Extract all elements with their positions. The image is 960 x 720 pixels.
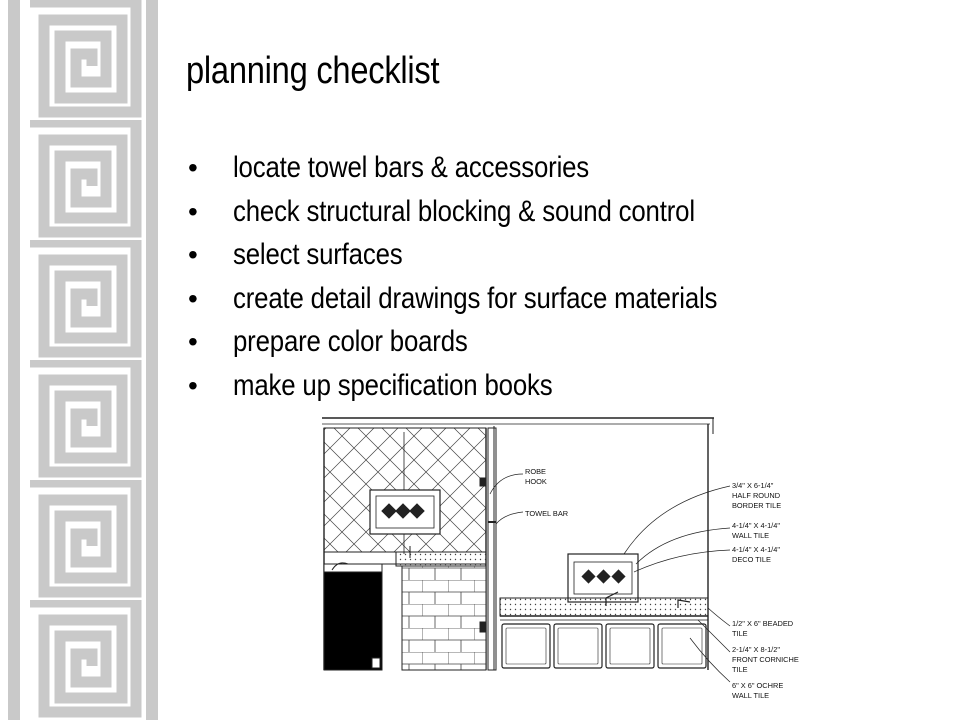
beaded-tile-label: TILE [732, 629, 748, 638]
checklist-item-text: prepare color boards [233, 325, 468, 358]
deco-tile-label: 4-1/4" X 4-1/4" [732, 545, 780, 554]
border-tile-label: 3/4" X 6-1/4" [732, 481, 774, 490]
wall-tile-label: 4-1/4" X 4-1/4" [732, 521, 780, 530]
bullet-glyph: • [188, 282, 198, 314]
checklist-item-text: select surfaces [233, 238, 403, 271]
ochre-tile-label: 6" X 6" OCHRE [732, 681, 784, 690]
checklist-item-text: locate towel bars & accessories [233, 151, 590, 184]
border-tile-label: HALF ROUND [732, 491, 781, 500]
towel-bar-label: TOWEL BAR [525, 509, 569, 518]
vanity-cabinet-left [324, 570, 382, 670]
shower-wall-tiles [402, 566, 486, 670]
border-tile-label: BORDER TILE [732, 501, 782, 510]
vanity-drawers [502, 624, 706, 668]
beaded-tile-label: 1/2" X 6" BEADED [732, 619, 794, 628]
corniche-tile-label: TILE [732, 665, 748, 674]
greek-key-border [0, 0, 165, 720]
checklist-item-text: make up specification books [233, 368, 553, 402]
robe-hook-label: HOOK [525, 477, 547, 486]
corniche-tile-label: FRONT CORNICHE [732, 655, 799, 664]
checklist-item-text: check structural blocking & sound control [233, 194, 695, 228]
deco-tiles-left [382, 504, 424, 518]
ochre-tile-label: WALL TILE [732, 691, 770, 700]
robe-hook [480, 478, 486, 486]
deco-tile-label: DECO TILE [732, 555, 771, 564]
deco-tiles-right [582, 570, 625, 583]
wall-tile-label: WALL TILE [732, 531, 770, 540]
corniche-tile-label: 2-1/4" X 8-1/2" [732, 645, 780, 654]
countertop [500, 598, 708, 616]
bullet-glyph: • [188, 326, 198, 357]
robe-hook-label: ROBE [525, 467, 546, 476]
bathroom-elevation-drawing [318, 412, 818, 716]
slide-title: planning checklist [186, 50, 440, 92]
bullet-glyph: • [188, 239, 198, 270]
bullet-glyph: • [188, 152, 198, 183]
bullet-glyph: • [188, 195, 198, 227]
bullet-glyph: • [188, 369, 198, 401]
checklist-item-text: create detail drawings for surface materials [233, 281, 718, 315]
